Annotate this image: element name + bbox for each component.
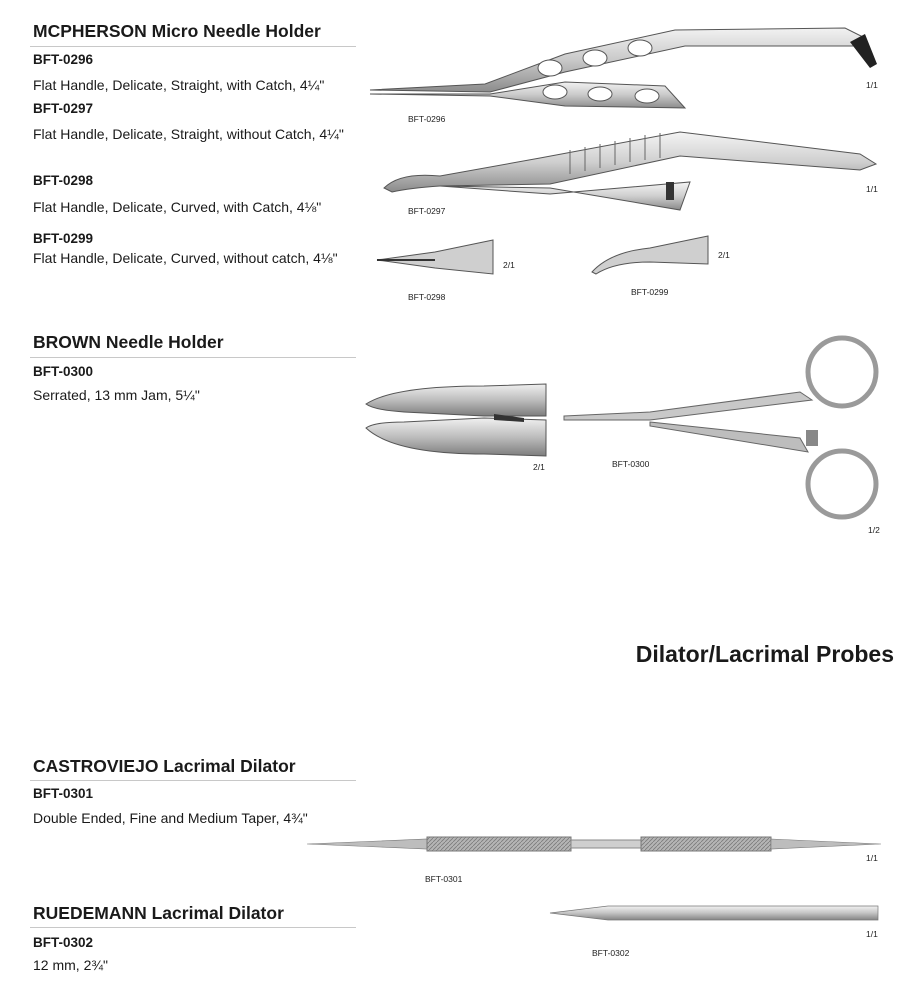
figure-caption-bft-0299: BFT-0299: [631, 287, 669, 297]
item-desc-bft-0301: Double Ended, Fine and Medium Taper, 4¾": [33, 810, 308, 826]
tip-detail-bft-0299-image: [590, 234, 712, 276]
item-code-bft-0302: BFT-0302: [33, 935, 94, 950]
jaw-detail-bft-0300-image: [364, 382, 548, 458]
item-code-bft-0297: BFT-0297: [33, 101, 94, 116]
figure-scale-bft-0300: 1/2: [868, 525, 880, 535]
item-desc-bft-0302: 12 mm, 2¾": [33, 957, 108, 973]
castroviejo-title: CASTROVIEJO Lacrimal Dilator: [33, 756, 296, 776]
figure-caption-bft-0302: BFT-0302: [592, 948, 630, 958]
ruedemann-rule: [30, 927, 356, 928]
ruedemann-title: RUEDEMANN Lacrimal Dilator: [33, 903, 284, 923]
item-code-bft-0301: BFT-0301: [33, 786, 94, 801]
jaw-detail-scale: 2/1: [533, 462, 545, 472]
figure-caption-bft-0297: BFT-0297: [408, 206, 446, 216]
item-desc-bft-0299: Flat Handle, Delicate, Curved, without catch, 4⅛": [33, 250, 338, 266]
figure-caption-bft-0298: BFT-0298: [408, 292, 446, 302]
dilator-bft-0302-image: [548, 903, 882, 923]
item-desc-bft-0296: Flat Handle, Delicate, Straight, with Catch, 4¼": [33, 77, 325, 93]
item-code-bft-0299: BFT-0299: [33, 231, 94, 246]
figure-caption-bft-0296: BFT-0296: [408, 114, 446, 124]
item-code-bft-0296: BFT-0296: [33, 52, 94, 67]
item-code-bft-0300: BFT-0300: [33, 364, 94, 379]
item-desc-bft-0298: Flat Handle, Delicate, Curved, with Catch, 4⅛": [33, 199, 322, 215]
item-desc-bft-0297: Flat Handle, Delicate, Straight, without Catch, 4¼": [33, 126, 344, 142]
castroviejo-rule: [30, 780, 356, 781]
mcpherson-rule: [30, 46, 356, 47]
dilator-bft-0301-image: [305, 834, 883, 854]
item-code-bft-0298: BFT-0298: [33, 173, 94, 188]
tip-detail-bft-0298-image: [375, 238, 497, 276]
brown-title: BROWN Needle Holder: [33, 332, 224, 352]
item-desc-bft-0300: Serrated, 13 mm Jam, 5¼": [33, 387, 200, 403]
section-heading: Dilator/Lacrimal Probes: [635, 641, 894, 667]
figure-scale-bft-0298: 2/1: [503, 260, 515, 270]
mcpherson-title: MCPHERSON Micro Needle Holder: [33, 21, 321, 41]
brown-rule: [30, 357, 356, 358]
figure-scale-bft-0297: 1/1: [866, 184, 878, 194]
figure-caption-bft-0300: BFT-0300: [612, 459, 650, 469]
needle-holder-bft-0296-image: [365, 24, 885, 110]
needle-holder-bft-0300-image: [560, 334, 884, 520]
figure-scale-bft-0299: 2/1: [718, 250, 730, 260]
figure-scale-bft-0301: 1/1: [866, 853, 878, 863]
figure-scale-bft-0296: 1/1: [866, 80, 878, 90]
figure-scale-bft-0302: 1/1: [866, 929, 878, 939]
needle-holder-bft-0297-image: [380, 130, 880, 212]
figure-caption-bft-0301: BFT-0301: [425, 874, 463, 884]
